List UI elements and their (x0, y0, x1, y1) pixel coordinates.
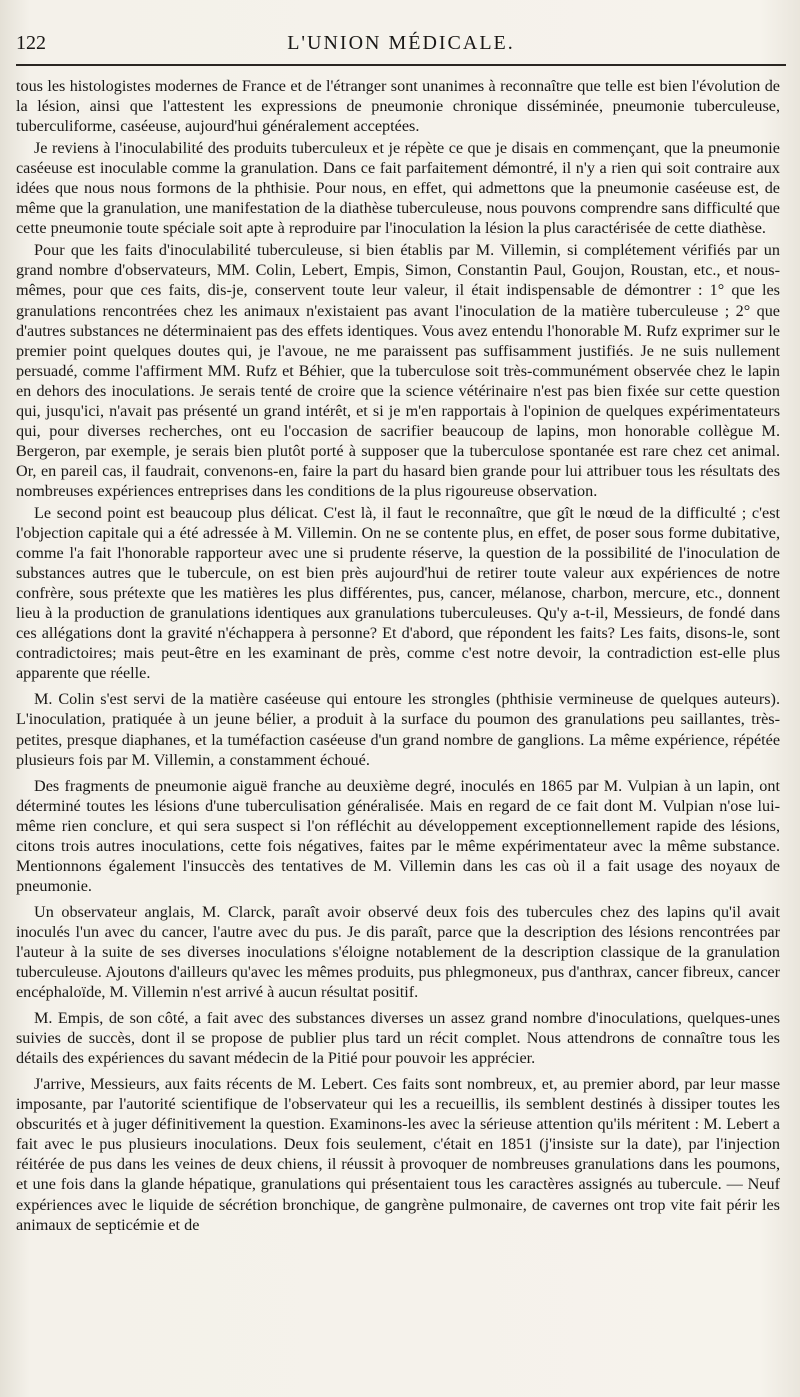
paragraph: Des fragments de pneumonie aiguë franche au deuxième degré, inoculés en 1865 par M. Vulpian à un lapin, ont déterminé toutes les lésions d'une tuberculisation généralisée. Mais en regard de ce fait dont M. Vulpian n'ose lui-même rien conclure, et qui sera suspect si l'on réfléchit au développement exceptionnellement rapide des lésions, citons trois autres inoculations, cette fois négatives, faites par le même expérimentateur avec la même substance. Mentionnons également l'insuccès des tentatives de M. Villemin dans les cas où il a fait usage des noyaux de pneumonie. (16, 776, 780, 895)
paragraph: Pour que les faits d'inoculabilité tuberculeuse, si bien établis par M. Villemin, si complétement vérifiés par un grand nombre d'observateurs, MM. Colin, Lebert, Empis, Simon, Constantin Paul, Goujon, Roustan, etc., et nous-mêmes, pour que ces faits, dis-je, conservent toute leur valeur, il était indispensable de démontrer : 1° que les granulations rencontrées chez les animaux n'existaient pas avant l'inoculation de la matière tuberculeuse ; 2° que d'autres substances ne déterminaient pas des effets identiques. Vous avez entendu l'honorable M. Rufz exprimer sur le premier point quelques doutes qui, je l'avoue, ne me paraissent pas suffisamment justifiés. Je ne suis nullement persuadé, comme l'affirment MM. Rufz et Béhier, que la tuberculose soit très-communément observée chez le lapin en dehors des inoculations. Je serais tenté de croire que la science vétérinaire n'est pas bien fixée sur cette question qui, jusqu'ici, n'avait pas présenté un grand intérêt, et si je m'en rapportais à l'opinion de quelques expérimentateurs qui, pour diverses recherches, ont eu l'occasion de sacrifier beaucoup de lapins, mon honorable collègue M. Bergeron, par exemple, je serais bien plutôt porté à supposer que la tuberculose spontanée est rare chez cet animal. Or, en pareil cas, il faudrait, convenons-en, faire la part du hasard bien grande pour lui attribuer tous les résultats des nombreuses expériences entreprises dans les conditions de la plus rigoureuse observation. (16, 241, 780, 500)
page-number: 122 (16, 32, 46, 54)
paragraph: M. Empis, de son côté, a fait avec des substances diverses un assez grand nombre d'inoculations, quelques-unes suivies de succès, dont il se propose de publier plus tard un récit complet. Nous attendrons de connaître tous les détails des expériences du savant médecin de la Pitié pour pouvoir les apprécier. (16, 1009, 780, 1068)
paragraph: M. Colin s'est servi de la matière caséeuse qui entoure les strongles (phthisie vermineuse de quelques auteurs). L'inoculation, pratiquée à un jeune bélier, a produit à la surface du poumon des granulations peu saillantes, très-petites, presque diaphanes, et la tuméfaction caséeuse d'un grand nombre de ganglions. La même expérience, répétée plusieurs fois par M. Villemin, a constamment échoué. (16, 690, 780, 769)
paragraph: tous les histologistes modernes de France et de l'étranger sont unanimes à reconnaître que telle est bien l'évolution de la lésion, ainsi que l'attestent les expressions de pneumonie chronique disséminée, pneumonie tuberculeuse, tuberculiforme, caséeuse, aujourd'hui généralement acceptées. (16, 77, 780, 136)
paragraph: Un observateur anglais, M. Clarck, paraît avoir observé deux fois des tubercules chez des lapins qu'il avait inoculés l'un avec du cancer, l'autre avec du pus. Je dis paraît, parce que la description des lésions rencontrées par l'auteur à la suite de ses diverses inoculations s'éloigne notablement de la description classique de la granulation tuberculeuse. Ajoutons d'ailleurs qu'avec les mêmes produits, pus phlegmoneux, pus d'anthrax, cancer fibreux, cancer encéphaloïde, M. Villemin n'est arrivé à aucun résultat positif. (16, 902, 780, 1002)
paragraph: Je reviens à l'inoculabilité des produits tuberculeux et je répète ce que je disais en commençant, que la pneumonie caséeuse est inoculable comme la granulation. Dans ce fait parfaitement démontré, il n'y a rien qui soit contraire aux idées que nous nous formons de la phthisie. Pour nous, en effet, qui admettons que la pneumonie caséeuse est, de même que la granulation, une manifestation de la diathèse tuberculeuse, nous pouvons comprendre sans difficulté que cette pneumonie toute spéciale soit apte à reproduire par l'inoculation la lésion la plus caractérisée de cette diathèse. (16, 139, 780, 238)
article-body (16, 76, 780, 1235)
paragraph: Le second point est beaucoup plus délicat. C'est là, il faut le reconnaître, que gît le nœud de la difficulté ; c'est l'objection capitale qui a été adressée à M. Villemin. On ne se contente plus, en effet, de poser sous forme dubitative, comme l'a fait l'honorable rapporteur avec une si prudente réserve, la question de la possibilité de l'inoculation de substances autres que le tubercule, on est bien près aujourd'hui de retirer toute valeur aux expériences de notre confrère, sous prétexte que les matières les plus différentes, pus, cancer, mélanose, charbon, mercure, etc., donnent lieu à la production de granulations identiques aux granulations tuberculeuses. Qu'y a-t-il, Messieurs, de fondé dans ces allégations dont la gravité n'échappera à personne? Et d'abord, que répondent les faits? Les faits, disons-le, sont contradictoires; mais peut-être en les examinant de près, comme c'est notre devoir, la contradiction est-elle plus apparente que réelle. (16, 503, 780, 683)
page-header (16, 30, 786, 66)
running-title: L'UNION MÉDICALE. (287, 32, 515, 54)
paragraph: J'arrive, Messieurs, aux faits récents de M. Lebert. Ces faits sont nombreux, et, au premier abord, par leur masse imposante, par l'autorité scientifique de l'observateur qui les a recueillis, ils semblent destinés à dissiper toutes les obscurités et à juger définitivement la question. Examinons-les avec la sérieuse attention qu'ils méritent : M. Lebert a fait avec le pus plusieurs inoculations. Deux fois seulement, c'était en 1851 (j'insiste sur la date), par l'injection réitérée de pus dans les veines de deux chiens, il réussit à provoquer de nombreuses granulations dans les poumons, et une fois dans la glande hépatique, granulations qui présentaient tous les caractères assignés au tubercule. — Neuf expériences avec le liquide de sécrétion bronchique, de gangrène pulmonaire, de cavernes ont trop vite fait périr les animaux de septicémie et de (16, 1075, 780, 1234)
